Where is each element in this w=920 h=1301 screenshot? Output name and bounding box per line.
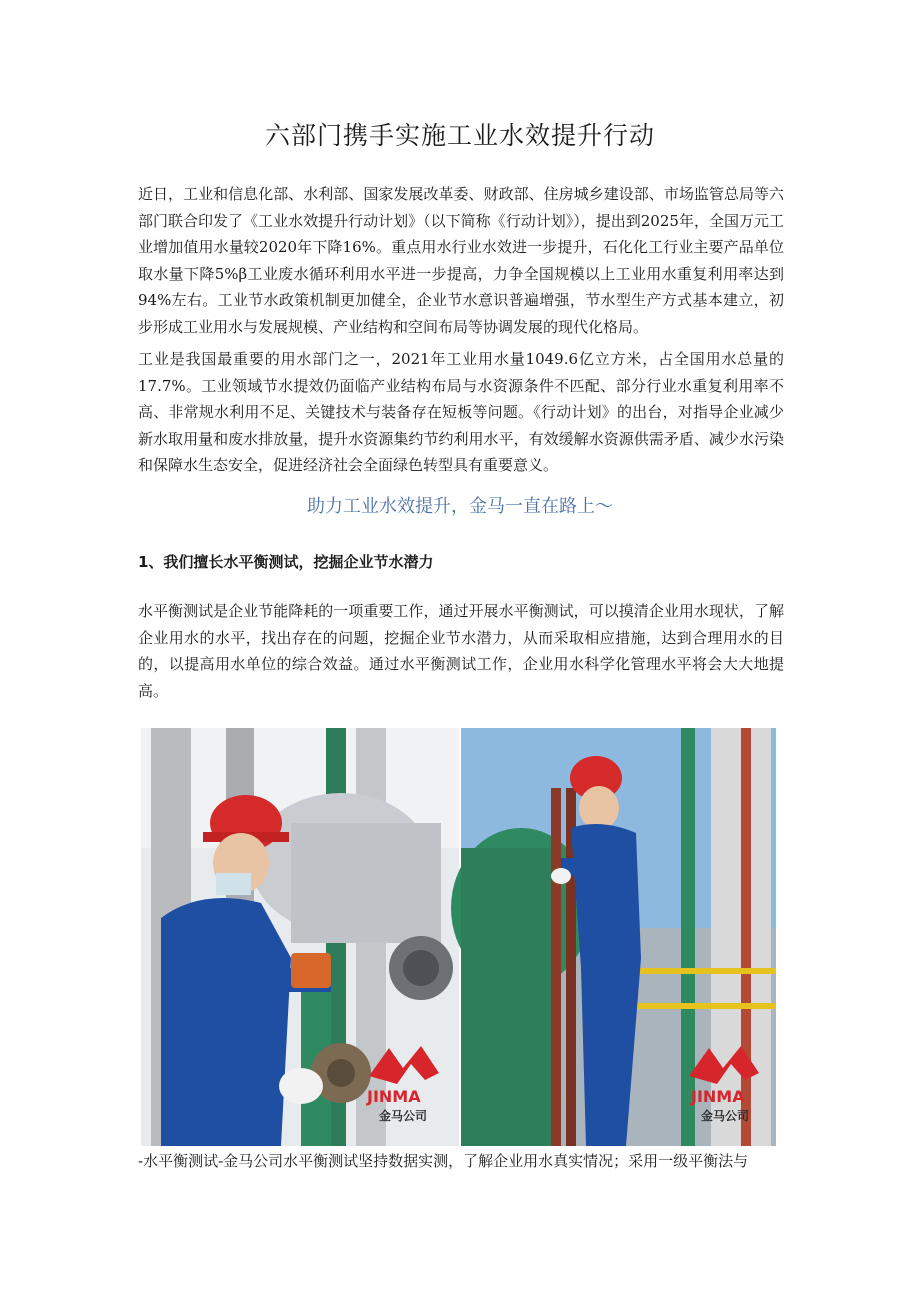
section-paragraph: 水平衡测试是企业节能降耗的一项重要工作，通过开展水平衡测试，可以摸清企业用水现状，了解企业用水的水平，找出存在的问题，挖掘企业节水潜力，从而采取相应措施，达到合理用水的目的，以提高用水单位的综合效益。通过水平衡测试工作，企业用水科学化管理水平将会大大地提高。 [138, 602, 784, 700]
article-title: 六部门携手实施工业水效提升行动 [264, 121, 655, 150]
paragraph-background: 工业是我国最重要的用水部门之一，2021年工业用水量1049.6亿立方米，占全国用水总量的17.7%。工业领域节水提效仍面临产业结构布局与水资源条件不匹配、部分行业水重复利用率不高、非常规水利用不足、关键技术与装备存在短板等问题。《行动计划》的出台，对指导企业减少新水取用量和废水排放量，提升水资源集约节约利用水平，有效缓解水资源供需矛盾、减少水污染和保障水生态安全，促进经济社会全面绿色转型具有重要意义。 [138, 350, 784, 474]
logo-left-brand: JINMA [367, 1087, 421, 1106]
logo-left-company: 金马公司 [379, 1109, 428, 1123]
logo-right-brand: JINMA [691, 1087, 745, 1106]
photo-caption: -水平衡测试-金马公司水平衡测试坚持数据实测，了解企业用水真实情况；采用一级平衡法与 [138, 1152, 749, 1170]
logo-right-company: 金马公司 [701, 1109, 750, 1123]
slogan: 助力工业水效提升，金马一直在路上～ [307, 496, 613, 517]
section-heading: 1、我们擅长水平衡测试，挖掘企业节水潜力 [138, 553, 434, 571]
water-balance-test-photo [141, 728, 776, 1146]
paragraph-intro: 近日，工业和信息化部、水利部、国家发展改革委、财政部、住房城乡建设部、市场监管总局等六部门联合印发了《工业水效提升行动计划》（以下简称《行动计划》），提出到2025年，全国万元工业增加值用水量较2020年下降16%。重点用水行业水效进一步提升，石化化工行业主要产品单位取水量下降5%β工业废水循环利用水平进一步提高，力争全国规模以上工业用水重复利用率达到94%左右。工业节水政策机制更加健全，企业节水意识普遍增强，节水型生产方式基本建立，初步形成工业用水与发展规模、产业结构和空间布局等协调发展的现代化格局。 [138, 185, 784, 336]
